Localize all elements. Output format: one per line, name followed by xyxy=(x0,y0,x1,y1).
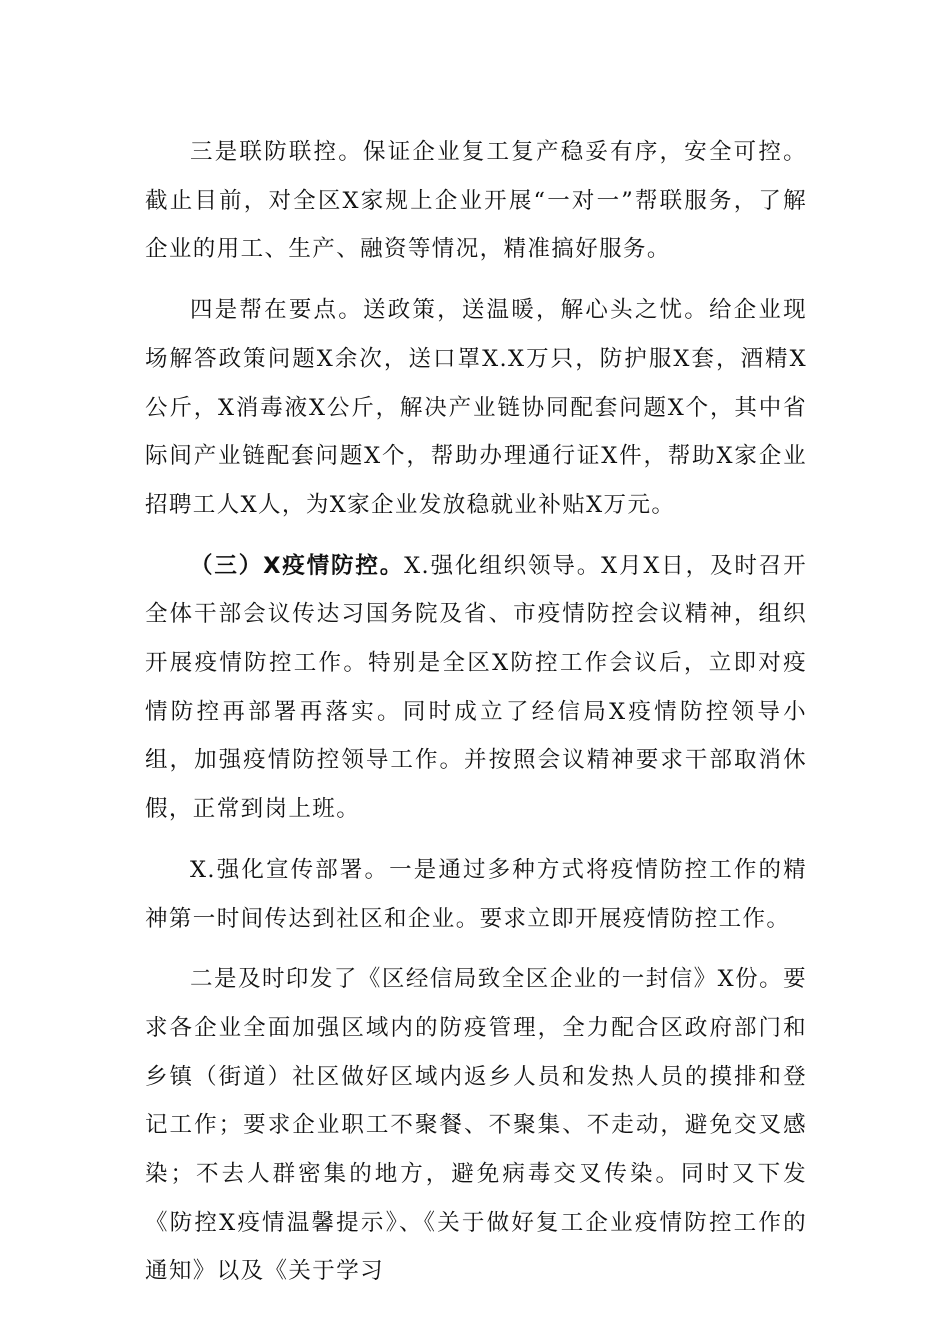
paragraph-letter xyxy=(145,955,807,1296)
paragraph-text: X.强化组织领导。X月X日，及时召开全体干部会议传达习国务院及省、市疫情防控会议精神，组织开展疫情防控工作。特别是全区X防控工作会议后，立即对疫情防控再部署再落实。同时成立了经信局X疫情防控领导小组，加强疫情防控领导工作。并按照会议精神要求干部取消休假，正常到岗上班。 xyxy=(145,552,807,823)
document-body xyxy=(145,128,807,1308)
paragraph-key-points xyxy=(145,286,807,530)
paragraph-text: 二是及时印发了《区经信局致全区企业的一封信》X份。要求各企业全面加强区域内的防疫管理，全力配合区政府部门和乡镇（街道）社区做好区域内返乡人员和发热人员的摸排和登记工作；要求企业职工不聚餐、不聚集、不走动，避免交叉感染；不去人群密集的地方，避免病毒交叉传染。同时又下发《防控X疫情温馨提示》、《关于做好复工企业疫情防控工作的通知》以及《关于学习 xyxy=(145,966,807,1285)
paragraph-epidemic-control xyxy=(145,542,807,834)
paragraph-publicity xyxy=(145,846,807,943)
paragraph-text: 四是帮在要点。送政策，送温暖，解心头之忧。给企业现场解答政策问题X余次，送口罩X.X万只，防护服X套，酒精X公斤，X消毒液X公斤，解决产业链协同配套问题X个，其中省际间产业链配套问题X个，帮助办理通行证X件，帮助X家企业招聘工人X人，为X家企业发放稳就业补贴X万元。 xyxy=(145,297,807,518)
section-heading: （三）X疫情防控。 xyxy=(190,552,405,579)
paragraph-text: X.强化宣传部署。一是通过多种方式将疫情防控工作的精神第一时间传达到社区和企业。要求立即开展疫情防控工作。 xyxy=(145,856,807,932)
paragraph-text: 三是联防联控。保证企业复工复产稳妥有序，安全可控。截止目前，对全区X家规上企业开展“一对一”帮联服务，了解企业的用工、生产、融资等情况，精准搞好服务。 xyxy=(145,139,807,263)
paragraph-joint-prevention xyxy=(145,128,807,274)
